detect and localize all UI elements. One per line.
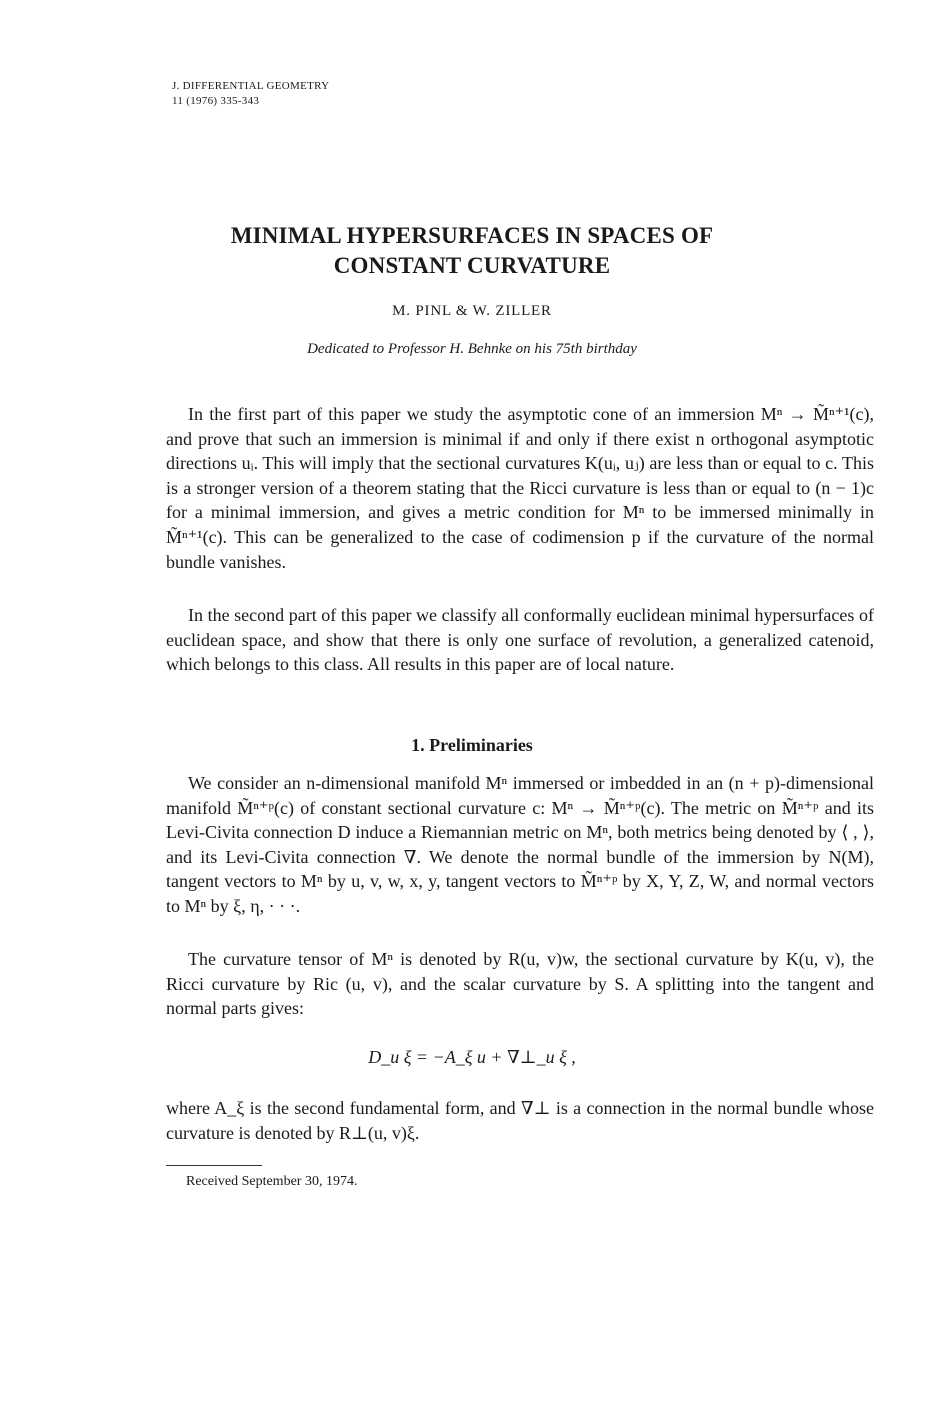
footnote: Received September 30, 1974. [186, 1174, 358, 1189]
body-paragraph-3: where A_ξ is the second fundamental form, and ∇⊥ is a connection in the normal bundle whose curvature is denoted by R⊥(u, v)ξ. [166, 1098, 874, 1143]
abstract-paragraph-1: In the first part of this paper we study the asymptotic cone of an immersion Mⁿ → M̃ⁿ⁺¹(c), and prove that such an immersion is minimal if and only if there exist n orthogonal asymptotic directions uᵢ. This will imply that the sectional curvatures K(uᵢ, uⱼ) are less than or equal to c. This is a stronger version of a theorem stating that the Ricci curvature is less than or equal to (n − 1)c for a minimal immersion, and gives a metric condition for Mⁿ to be immersed minimally in M̃ⁿ⁺¹(c). This can be generalized to the case of codimension p if the curvature of the normal bundle vanishes. [166, 404, 874, 572]
dedication: Dedicated to Professor H. Behnke on his 75th birthday [307, 341, 637, 357]
display-equation: D_u ξ = −A_ξ u + ∇⊥_u ξ , [368, 1047, 576, 1067]
journal-header [172, 79, 329, 109]
paper-title [0, 221, 944, 281]
abstract-paragraph-2: In the second part of this paper we classify all conformally euclidean minimal hypersurfaces of euclidean space, and show that there is only one surface of revolution, a generalized catenoid, which belongs to this class. All results in this paper are of local nature. [166, 605, 874, 675]
journal-volume: 11 (1976) 335-343 [172, 95, 260, 107]
authors: M. PINL & W. ZILLER [392, 303, 552, 319]
body-paragraph-1: We consider an n-dimensional manifold Mⁿ immersed or imbedded in an (n + p)-dimensional manifold M̃ⁿ⁺ᵖ(c) of constant sectional curvature c: Mⁿ → M̃ⁿ⁺ᵖ(c). The metric on M̃ⁿ⁺ᵖ and its Levi-Civita connection D induce a Riemannian metric on Mⁿ, both metrics being denoted by ⟨ , ⟩, and its Levi-Civita connection ∇. We denote the normal bundle of the immersion by N(M), tangent vectors to Mⁿ by u, v, w, x, y, tangent vectors to M̃ⁿ⁺ᵖ by X, Y, Z, W, and normal vectors to Mⁿ by ξ, η, · · ·. [166, 773, 874, 916]
title-line-2: CONSTANT CURVATURE [333, 253, 611, 278]
footnote-rule [166, 1165, 262, 1166]
title-line-1: MINIMAL HYPERSURFACES IN SPACES OF [230, 223, 714, 248]
journal-name: J. DIFFERENTIAL GEOMETRY [172, 80, 330, 92]
section-heading: 1. Preliminaries [411, 735, 533, 755]
body-paragraph-2: The curvature tensor of Mⁿ is denoted by R(u, v)w, the sectional curvature by K(u, v), the Ricci curvature by Ric (u, v), and the scalar curvature by S. A splitting into the tangent and normal parts gives: [166, 949, 874, 1019]
